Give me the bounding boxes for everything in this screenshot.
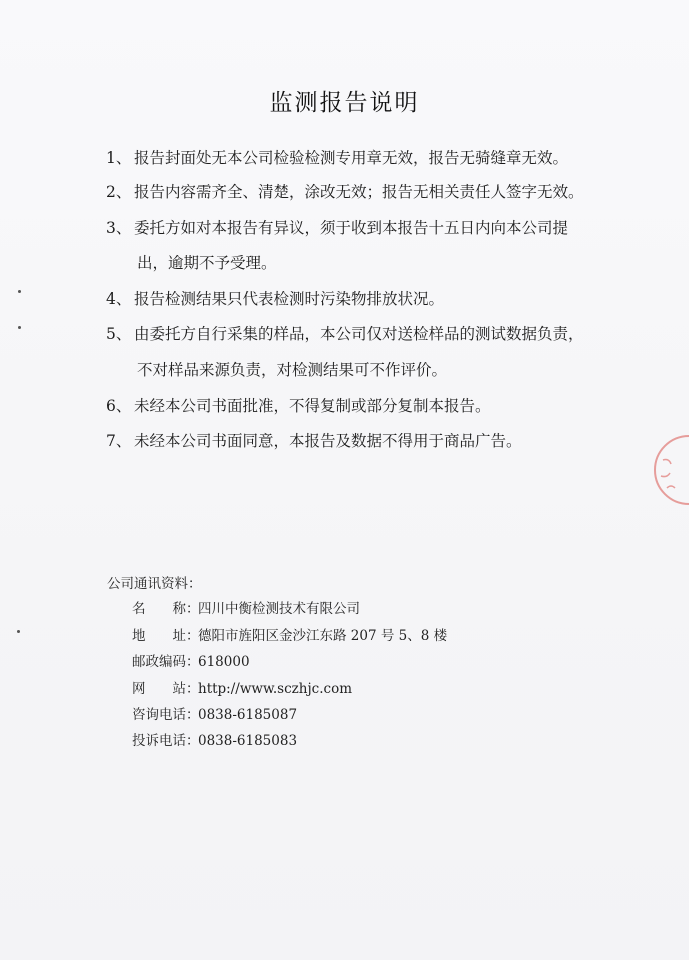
seal-marks	[661, 460, 675, 489]
seal-ring	[655, 436, 689, 504]
item-continuation: 不对样品来源负责，对检测结果可不作评价。	[137, 361, 448, 379]
contact-label: 名 称：	[132, 601, 200, 617]
item-continuation: 出，逾期不予受理。	[137, 254, 277, 272]
list-item	[106, 394, 626, 416]
list-item	[106, 146, 626, 168]
contact-heading: 公司通讯资料：	[107, 576, 202, 592]
contact-value: 618000	[198, 654, 250, 670]
item-text: 未经本公司书面同意，本报告及数据不得用于商品广告。	[134, 432, 522, 450]
scan-mark	[18, 290, 21, 293]
item-text: 报告检测结果只代表检测时污染物排放状况。	[134, 290, 445, 308]
contact-value: 0838-6185087	[198, 707, 298, 723]
scan-mark	[17, 630, 20, 633]
item-number: 2、	[106, 183, 132, 201]
item-number: 7、	[106, 432, 132, 450]
contact-label: 地 址：	[132, 628, 200, 644]
contact-value: 四川中衡检测技术有限公司	[198, 601, 360, 617]
item-text: 报告封面处无本公司检验检测专用章无效，报告无骑缝章无效。	[134, 149, 569, 167]
contact-row	[132, 703, 297, 723]
item-text: 委托方如对本报告有异议，须于收到本报告十五日内向本公司提	[134, 219, 569, 237]
item-number: 4、	[106, 290, 132, 308]
contact-row	[132, 677, 352, 697]
item-number: 6、	[106, 397, 132, 415]
list-item	[106, 287, 626, 309]
contact-label: 咨询电话：	[132, 707, 200, 723]
page-title: 监测报告说明	[269, 90, 420, 116]
list-item	[106, 322, 626, 344]
item-text: 报告内容需齐全、清楚，涂改无效；报告无相关责任人签字无效。	[134, 183, 584, 201]
contact-row	[132, 624, 447, 644]
seal-stamp-icon	[649, 430, 689, 510]
contact-label: 网 站：	[132, 681, 200, 697]
item-text: 由委托方自行采集的样品，本公司仅对送检样品的测试数据负责，	[134, 325, 584, 343]
contact-row	[132, 729, 297, 749]
contact-value[interactable]: http://www.sczhjc.com	[198, 681, 353, 697]
contact-label: 邮政编码：	[132, 654, 200, 670]
contact-label: 投诉电话：	[132, 733, 200, 749]
item-number: 1、	[106, 149, 132, 167]
contact-row	[132, 650, 250, 670]
scan-mark	[18, 326, 21, 329]
item-text: 未经本公司书面批准，不得复制或部分复制本报告。	[134, 397, 491, 415]
list-item	[106, 429, 626, 451]
item-number: 3、	[106, 219, 132, 237]
item-number: 5、	[106, 325, 132, 343]
list-item	[106, 216, 626, 238]
contact-value: 0838-6185083	[198, 733, 298, 749]
contact-row	[132, 597, 360, 617]
contact-value: 德阳市旌阳区金沙江东路 207 号 5、8 楼	[198, 628, 448, 644]
list-item	[106, 180, 626, 202]
